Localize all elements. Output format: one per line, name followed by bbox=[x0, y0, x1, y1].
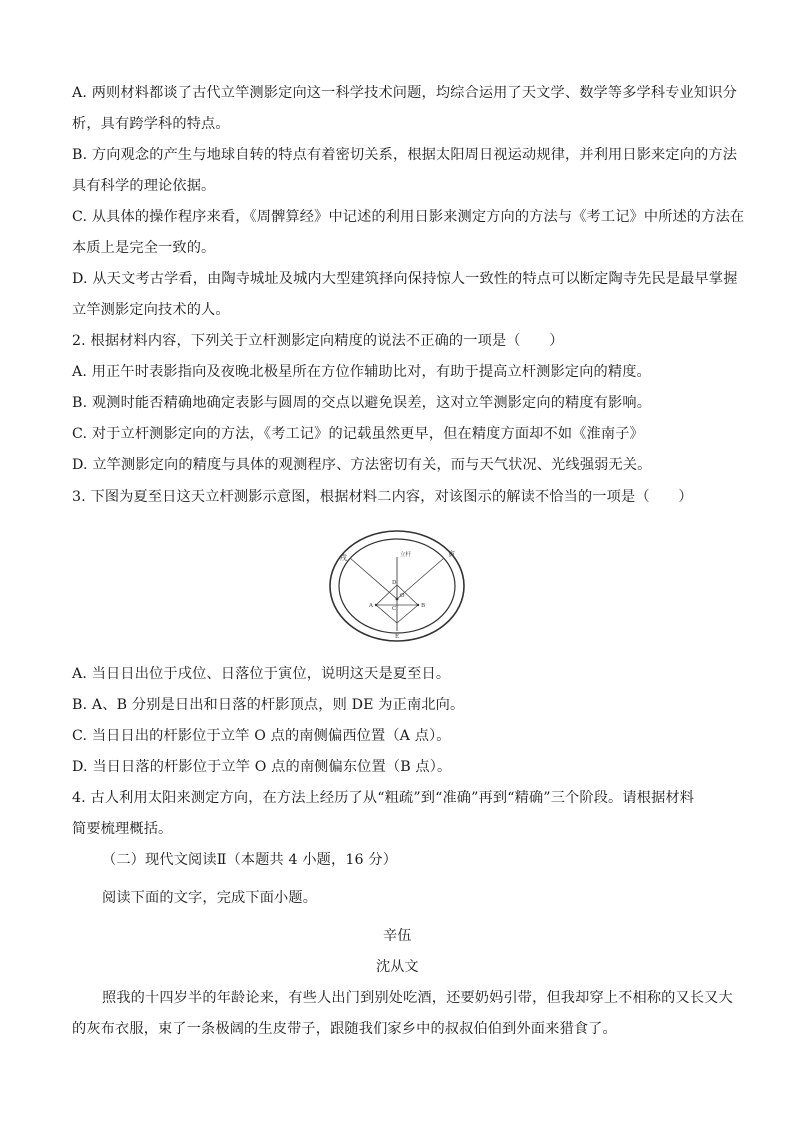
question-3: 3. 下图为夏至日这天立杆测影示意图，根据材料二内容，对该图示的解读不恰当的一项是（ ） bbox=[72, 489, 693, 505]
reading-instruction: 阅读下面的文字，完成下面小题。 bbox=[102, 890, 318, 906]
option-d-line2: 立竿测影定向技术的人。 bbox=[72, 302, 230, 318]
label-yin: 寅 bbox=[448, 550, 455, 558]
sun-shadow-diagram bbox=[326, 527, 468, 645]
q2-option-d: D. 立竿测影定向的精度与具体的观测程序、方法密切有关，而与天气状况、光线强弱无关。 bbox=[72, 457, 652, 473]
paragraph-line2: 的灰布衣服，束了一条极阔的生皮带子，跟随我们家乡中的叔叔伯伯到外面来猎食了。 bbox=[72, 1021, 617, 1037]
q2-option-b: B. 观测时能否精确地确定表影与圆周的交点以避免误差，这对立竿测影定向的精度有影响。 bbox=[72, 395, 652, 411]
q2-option-c: C. 对于立杆测影定向的方法，《考工记》的记载虽然更早，但在精度方面却不如《淮南子》 bbox=[72, 426, 644, 442]
section-heading: （二）现代文阅读Ⅱ（本题共 4 小题，16 分） bbox=[102, 852, 398, 868]
option-a-line2: 析，具有跨学科的特点。 bbox=[72, 116, 230, 132]
option-c-line2: 本质上是完全一致的。 bbox=[72, 240, 216, 256]
label-xu: 戌 bbox=[340, 554, 347, 562]
point-b: B bbox=[421, 603, 426, 609]
question-2: 2. 根据材料内容，下列关于立杆测影定向精度的说法不正确的一项是（ ） bbox=[72, 333, 564, 349]
point-a: A bbox=[369, 603, 373, 609]
question-4-line2: 简要梳理概括。 bbox=[72, 821, 173, 837]
label-pole: 立杆 bbox=[400, 552, 412, 558]
question-4-line1: 4. 古人利用太阳来测定方向，在方法上经历了从“粗疏”到“准确”再到“精确”三个阶段。请根据材料 bbox=[72, 790, 695, 806]
story-author: 沈从文 bbox=[376, 959, 419, 975]
q3-option-c: C. 当日日出的杆影位于立竿 O 点的南侧偏西位置（A 点）。 bbox=[72, 728, 451, 744]
option-b-line2: 具有科学的理论依据。 bbox=[72, 178, 216, 194]
option-a-line1: A. 两则材料都谈了古代立竿测影定向这一科学技术问题，均综合运用了天文学、数学等多学科专业知识分 bbox=[72, 85, 737, 101]
q3-option-a: A. 当日日出位于戌位、日落位于寅位，说明这天是夏至日。 bbox=[72, 666, 451, 682]
point-o: O bbox=[400, 593, 405, 599]
story-title: 辛伍 bbox=[383, 928, 412, 944]
point-c: C bbox=[392, 606, 397, 612]
q2-option-a: A. 用正午时表影指向及夜晚北极星所在方位作辅助比对，有助于提高立杆测影定向的精度。 bbox=[72, 364, 651, 380]
q3-option-d: D. 当日日落的杆影位于立竿 O 点的南侧偏东位置（B 点）。 bbox=[72, 759, 452, 775]
point-d: D bbox=[392, 580, 397, 586]
option-d-line1: D. 从天文考古学看，由陶寺城址及城内大型建筑择向保持惊人一致性的特点可以断定陶寺先民是最早掌握 bbox=[72, 271, 738, 287]
option-c-line1: C. 从具体的操作程序来看，《周髀算经》中记述的利用日影来测定方向的方法与《考工记》中所述的方法在 bbox=[72, 209, 745, 225]
q3-option-b: B. A、B 分别是日出和日落的杆影顶点，则 DE 为正南北向。 bbox=[72, 697, 465, 713]
option-b-line1: B. 方向观念的产生与地球自转的特点有着密切关系，根据太阳周日视运动规律，并利用日影来定向的方法 bbox=[72, 147, 738, 163]
paragraph-line1: 照我的十四岁半的年龄论来，有些人出门到别处吃酒，还要奶妈引带，但我却穿上不相称的又长又大 bbox=[102, 990, 733, 1006]
point-e: E bbox=[395, 634, 400, 640]
